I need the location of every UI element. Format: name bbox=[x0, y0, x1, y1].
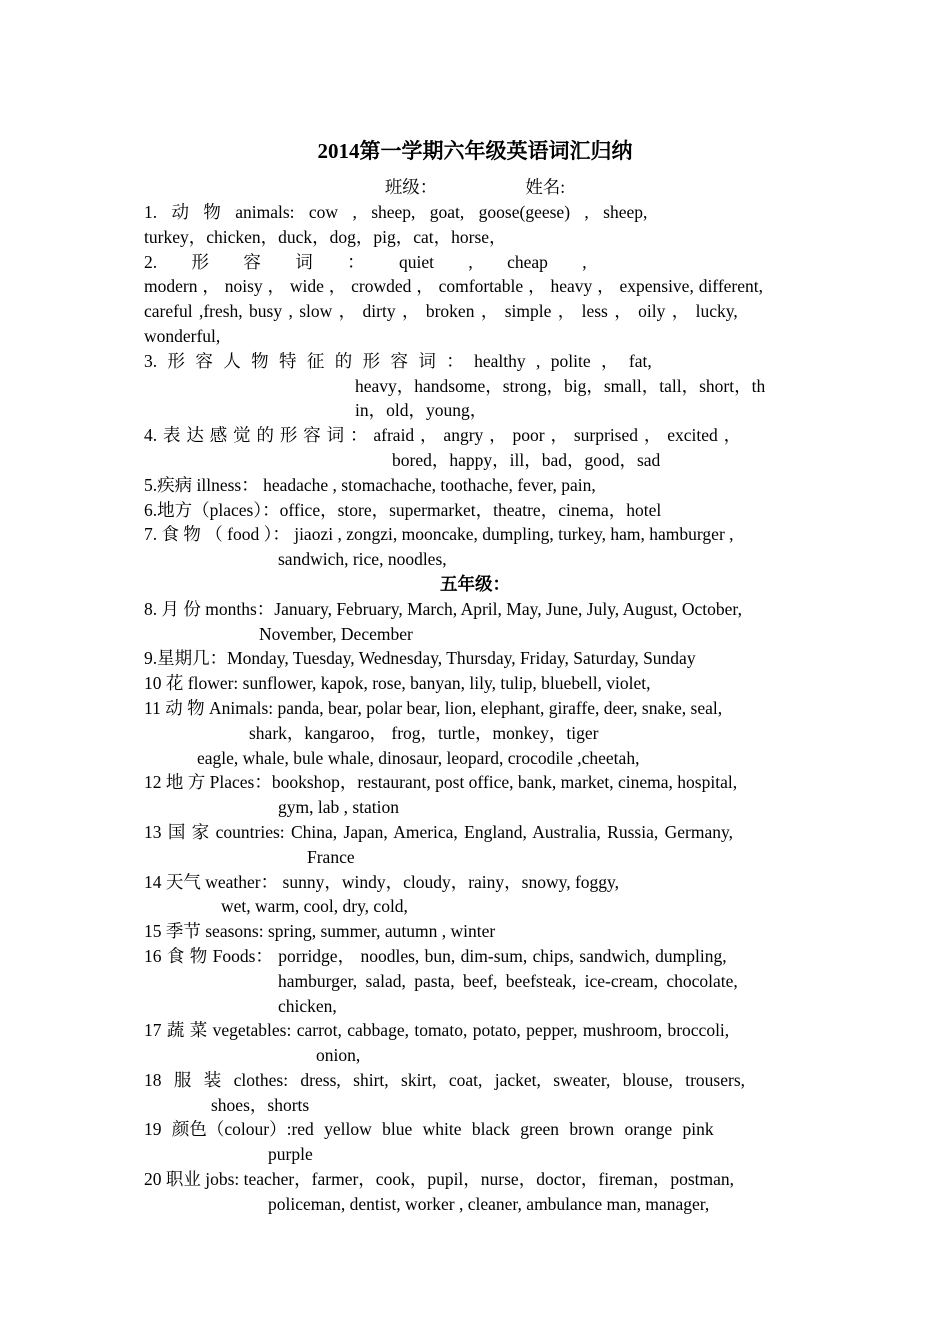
student-info bbox=[0, 175, 950, 199]
line: purple bbox=[268, 1144, 313, 1165]
line: bored，happy，ill，bad，good，sad bbox=[392, 449, 661, 470]
vocab-item-months bbox=[144, 597, 806, 647]
line: 20 职业 jobs: teacher，farmer，cook，pupil，nurse，doctor，fireman，postman, bbox=[144, 1169, 734, 1190]
line: 18 服 装 clothes: dress, shirt, skirt, coat, jacket, sweater, blouse, trousers, bbox=[144, 1069, 746, 1090]
vocab-item-countries bbox=[144, 820, 806, 870]
vocab-item-animals bbox=[144, 200, 806, 250]
vocab-item-foods bbox=[144, 944, 806, 1018]
line: chicken, bbox=[278, 995, 337, 1016]
line: hamburger, salad, pasta, beef, beefsteak, ice-cream, chocolate, bbox=[278, 970, 738, 991]
vocab-item-places-2 bbox=[144, 770, 806, 820]
vocab-item-jobs bbox=[144, 1167, 806, 1217]
class-label: 班级： bbox=[384, 177, 438, 197]
line: 6.地方（places）：office，store，supermarket，theatre，cinema，hotel bbox=[144, 499, 662, 520]
line: 1. 动 物 animals: cow , sheep, goat, goose(geese) , sheep, bbox=[144, 202, 648, 222]
line: modern ， noisy ， wide ， crowded ， comfortable ， heavy ， expensive, different, bbox=[144, 276, 763, 297]
line: careful ,fresh, busy , slow ， dirty ， broken ， simple ， less ， oily ， lucky, bbox=[144, 301, 738, 322]
line: turkey，chicken，duck，dog，pig，cat，horse， bbox=[144, 226, 507, 247]
vocab-item-food bbox=[144, 522, 806, 572]
vocab-item-colours bbox=[144, 1117, 806, 1167]
vocab-item-adjectives bbox=[144, 250, 806, 349]
line: 16 食 物 Foods： porridge， noodles, bun, dim-sum, chips, sandwich, dumpling, bbox=[144, 945, 727, 966]
line: shark，kangaroo， frog，turtle，monkey，tiger bbox=[249, 722, 599, 743]
vocab-item-feelings bbox=[144, 423, 806, 473]
vocab-item-weekdays bbox=[144, 646, 806, 671]
line: 12 地 方 Places：bookshop，restaurant, post office, bank, market, cinema, hospital, bbox=[144, 772, 738, 793]
line: policeman, dentist, worker , cleaner, ambulance man, manager, bbox=[268, 1193, 710, 1214]
vocab-item-animals-2 bbox=[144, 696, 806, 770]
line: gym, lab , station bbox=[278, 797, 400, 818]
vocab-item-vegetables bbox=[144, 1018, 806, 1068]
line: 11 动 物 Animals: panda, bear, polar bear, lion, elephant, giraffe, deer, snake, seal, bbox=[144, 697, 723, 718]
line: 3. 形 容 人 物 特 征 的 形 容 词 ： healthy , polite ， fat, bbox=[144, 350, 652, 371]
line: 19 颜色（colour）:red yellow blue white black green brown orange pink bbox=[144, 1119, 714, 1140]
vocab-item-seasons bbox=[144, 919, 806, 944]
vocab-item-places bbox=[144, 498, 806, 523]
vocab-item-weather bbox=[144, 870, 806, 920]
line: 8. 月 份 months：January, February, March, April, May, June, July, August, October, bbox=[144, 598, 742, 619]
line: 5.疾病 illness： headache , stomachache, toothache, fever, pain, bbox=[144, 474, 596, 495]
vocabulary-list bbox=[144, 200, 806, 1217]
line: in，old，young， bbox=[355, 400, 488, 421]
line: 2. 形 容 词 ： quiet , cheap , bbox=[144, 251, 587, 272]
line: sandwich, rice, noodles, bbox=[278, 549, 447, 570]
line: 15 季节 seasons: spring, summer, autumn , winter bbox=[144, 921, 496, 942]
line: wet, warm, cool, dry, cold, bbox=[221, 896, 408, 917]
line: November, December bbox=[259, 623, 413, 644]
line: eagle, whale, bule whale, dinosaur, leopard, crocodile ,cheetah, bbox=[197, 747, 640, 768]
line: wonderful, bbox=[144, 325, 221, 346]
name-label: 姓名: bbox=[525, 177, 566, 197]
line: 14 天气 weather： sunny，windy，cloudy，rainy，snowy, foggy, bbox=[144, 871, 620, 892]
line: 13 国 家 countries: China, Japan, America, England, Australia, Russia, Germany, bbox=[144, 821, 733, 842]
vocab-item-people-adjectives bbox=[144, 349, 806, 423]
line: 9.星期几：Monday, Tuesday, Wednesday, Thursday, Friday, Saturday, Sunday bbox=[144, 648, 696, 669]
document-title: 2014第一学期六年级英语词汇归纳 bbox=[317, 139, 633, 163]
line: 17 蔬 菜 vegetables: carrot, cabbage, tomato, potato, pepper, mushroom, broccoli, bbox=[144, 1020, 730, 1041]
line: heavy，handsome，strong，big，small，tall，short，th bbox=[355, 375, 766, 396]
line: onion, bbox=[316, 1045, 361, 1066]
vocab-item-illness bbox=[144, 473, 806, 498]
line: 4. 表 达 感 觉 的 形 容 词 ： afraid ， angry ， poor ， surprised ， excited ， bbox=[144, 425, 742, 446]
line: 7. 食 物 （ food ）： jiaozi , zongzi, mooncake, dumpling, turkey, ham, hamburger , bbox=[144, 524, 734, 545]
line: 10 花 flower: sunflower, kapok, rose, banyan, lily, tulip, bluebell, violet, bbox=[144, 673, 651, 694]
vocab-item-flowers bbox=[144, 671, 806, 696]
line: shoes，shorts bbox=[211, 1094, 310, 1115]
vocab-item-clothes bbox=[144, 1068, 806, 1118]
line: France bbox=[307, 846, 355, 867]
grade5-heading: 五年级： bbox=[440, 573, 510, 594]
